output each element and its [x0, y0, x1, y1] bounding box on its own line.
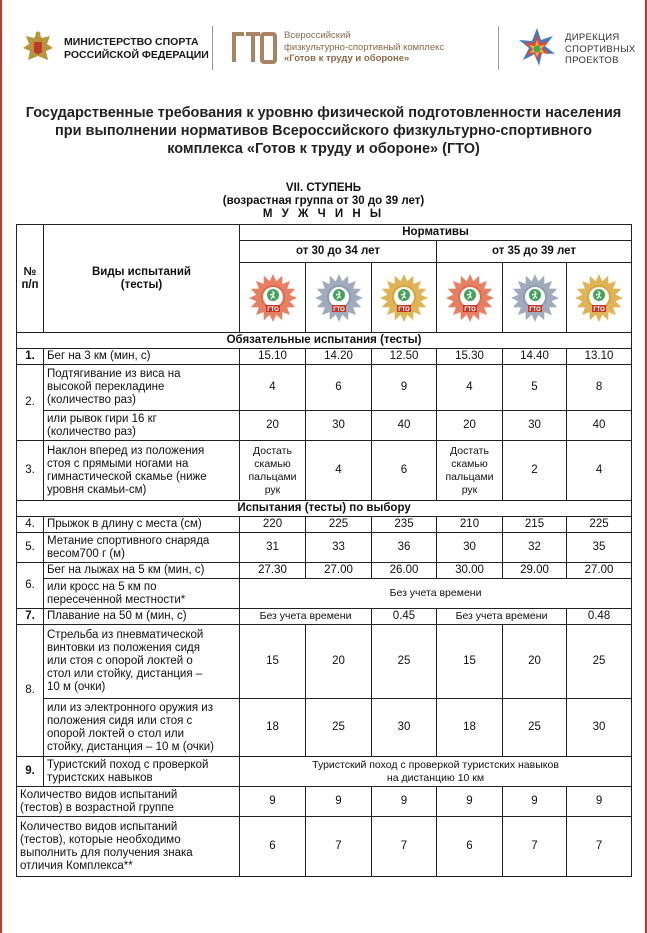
header-divider — [498, 26, 499, 70]
norm-value: Без учета времени — [240, 609, 372, 625]
norm-value: 32 — [503, 533, 567, 563]
table-row — [17, 365, 632, 411]
norm-value: 25 — [306, 699, 372, 757]
test-name: или из электронного оружия из положения сидя или стоя с опорой локтей о стол или стойку, дистанция – 10 м (очки) — [44, 699, 240, 757]
norm-value: 33 — [306, 533, 372, 563]
ministry-logo — [20, 28, 210, 68]
norm-value: 36 — [372, 533, 437, 563]
test-name: Бег на лыжах на 5 км (мин, с) — [44, 563, 240, 579]
gold-badge-icon — [379, 273, 429, 323]
norm-value: 14.20 — [306, 349, 372, 365]
row-num: 5. — [17, 533, 44, 563]
bronze-badge-icon — [445, 273, 495, 323]
norm-value: 30.00 — [437, 563, 503, 579]
norm-value: 0.45 — [372, 609, 437, 625]
norm-value: 25 — [503, 699, 567, 757]
table-row — [17, 817, 632, 877]
norm-value: 27.30 — [240, 563, 306, 579]
norm-value: 30 — [503, 411, 567, 441]
gto-line-3: «Готов к труду и обороне» — [284, 53, 410, 64]
svg-text:ГТО: ГТО — [528, 306, 541, 313]
title-line: комплекса «Готов к труду и обороне» (ГТО) — [167, 141, 480, 157]
norm-value: 6 — [437, 817, 503, 877]
table-row — [17, 625, 632, 699]
norm-value: 6 — [240, 817, 306, 877]
directorate-line-2: СПОРТИВНЫХ — [565, 43, 636, 55]
norm-value: 18 — [437, 699, 503, 757]
test-name: Метание спортивного снаряда весом700 г (м) — [44, 533, 240, 563]
test-name: Подтягивание из виса на высокой перекладине (количество раз) — [44, 365, 240, 411]
row-num: 3. — [17, 441, 44, 501]
norm-value: 30 — [437, 533, 503, 563]
test-name: Бег на 3 км (мин, с) — [44, 349, 240, 365]
norm-value: 20 — [240, 411, 306, 441]
norm-value: 9 — [503, 787, 567, 817]
badge-cell — [567, 263, 632, 333]
stage-gender: М У Ж Ч И Н Ы — [262, 208, 385, 220]
norm-value: 20 — [437, 411, 503, 441]
test-name: Стрельба из пневматической винтовки из положения сидя или стоя с опорой локтей о стол или стойку, дистанция – 10 м (очки) — [44, 625, 240, 699]
norm-value: 235 — [372, 517, 437, 533]
table-row — [17, 579, 632, 609]
gto-mark-icon — [230, 30, 278, 64]
norm-value: 2 — [503, 441, 567, 501]
norm-value: 4 — [567, 441, 632, 501]
test-name: Плавание на 50 м (мин, с) — [44, 609, 240, 625]
test-name: Прыжок в длину с места (см) — [44, 517, 240, 533]
norm-value: 27.00 — [567, 563, 632, 579]
table-row — [17, 609, 632, 625]
norm-value: 40 — [372, 411, 437, 441]
gold-badge-icon — [574, 273, 624, 323]
eagle-emblem-icon — [20, 28, 56, 68]
norm-value: 6 — [372, 441, 437, 501]
document-title — [20, 104, 627, 158]
norm-value: Достать скамью пальцами рук — [240, 441, 306, 501]
norm-value: 7 — [372, 817, 437, 877]
norm-value: 215 — [503, 517, 567, 533]
table-row — [17, 517, 632, 533]
table-row — [17, 441, 632, 501]
header-num: № п/п — [17, 225, 44, 333]
norm-value: 27.00 — [306, 563, 372, 579]
norm-value: 6 — [306, 365, 372, 411]
norm-value: 225 — [306, 517, 372, 533]
norm-value: 29.00 — [503, 563, 567, 579]
gto-line-1: Всероссийский — [284, 30, 351, 41]
row-num: 8. — [17, 625, 44, 757]
test-name: Количество видов испытаний (тестов) в возрастной группе — [17, 787, 240, 817]
table-row — [17, 349, 632, 365]
test-name: Туристский поход с проверкой туристских навыков — [44, 757, 240, 787]
table-row — [17, 533, 632, 563]
svg-text:ГТО: ГТО — [332, 306, 345, 313]
norm-value: Достать скамью пальцами рук — [437, 441, 503, 501]
norm-value: 26.00 — [372, 563, 437, 579]
directorate-logo — [515, 24, 640, 72]
stage-age-group: (возрастная группа от 30 до 39 лет) — [222, 195, 425, 207]
norm-value: 13.10 — [567, 349, 632, 365]
star-cluster-icon — [515, 26, 559, 70]
header-tests: Виды испытаний (тесты) — [44, 225, 240, 333]
header-norms: Нормативы — [240, 225, 632, 241]
test-name: Количество видов испытаний (тестов), которые необходимо выполнить для получения знака отличия Комплекса** — [17, 817, 240, 877]
norm-value: Без учета времени — [437, 609, 567, 625]
header-age-30-34: от 30 до 34 лет — [240, 241, 437, 263]
row-num: 2. — [17, 365, 44, 441]
test-name: или рывок гири 16 кг (количество раз) — [44, 411, 240, 441]
norm-value: 4 — [240, 365, 306, 411]
norm-value: 30 — [567, 699, 632, 757]
norm-value: 7 — [567, 817, 632, 877]
test-name: или кросс на 5 км по пересеченной местности* — [44, 579, 240, 609]
table-row — [17, 699, 632, 757]
norm-value: 8 — [567, 365, 632, 411]
norm-value: 14.40 — [503, 349, 567, 365]
table-row — [17, 757, 632, 787]
table-row — [17, 411, 632, 441]
norm-value: 9 — [437, 787, 503, 817]
gto-logo — [230, 26, 490, 70]
norm-value: 40 — [567, 411, 632, 441]
norm-value: 31 — [240, 533, 306, 563]
norm-value: 15.10 — [240, 349, 306, 365]
norm-value: 220 — [240, 517, 306, 533]
section-optional: Испытания (тесты) по выбору — [17, 501, 632, 517]
norms-table — [16, 224, 632, 877]
gto-line-2: физкультурно-спортивный комплекс — [284, 41, 445, 53]
norm-value: 5 — [503, 365, 567, 411]
norm-value: 9 — [372, 365, 437, 411]
svg-text:ГТО: ГТО — [266, 306, 279, 313]
test-name: Наклон вперед из положения стоя с прямыми ногами на гимнастической скамье (ниже уровня скамьи-см) — [44, 441, 240, 501]
norm-value: 7 — [306, 817, 372, 877]
norm-value: 4 — [437, 365, 503, 411]
table-row — [17, 563, 632, 579]
badge-cell — [306, 263, 372, 333]
svg-text:ГТО: ГТО — [398, 306, 410, 313]
norm-value: 15 — [437, 625, 503, 699]
norm-value: 15.30 — [437, 349, 503, 365]
norm-value: 210 — [437, 517, 503, 533]
row-num: 6. — [17, 563, 44, 609]
norm-value: 0.48 — [567, 609, 632, 625]
norm-value: 25 — [372, 625, 437, 699]
norm-value: 18 — [240, 699, 306, 757]
row-num: 7. — [17, 609, 44, 625]
norm-value: 20 — [503, 625, 567, 699]
silver-badge-icon — [510, 273, 560, 323]
badge-cell — [503, 263, 567, 333]
norm-value: 225 — [567, 517, 632, 533]
silver-badge-icon — [314, 273, 364, 323]
norm-value: 35 — [567, 533, 632, 563]
ministry-line-1: МИНИСТЕРСТВО СПОРТА — [64, 36, 199, 48]
ministry-line-2: РОССИЙСКОЙ ФЕДЕРАЦИИ — [64, 49, 209, 61]
norm-value: 4 — [306, 441, 372, 501]
stage-heading — [20, 182, 627, 221]
directorate-line-3: ПРОЕКТОВ — [565, 55, 619, 66]
bronze-badge-icon — [248, 273, 298, 323]
table-row — [17, 787, 632, 817]
svg-text:ГТО: ГТО — [593, 306, 605, 313]
header-age-35-39: от 35 до 39 лет — [437, 241, 632, 263]
badge-cell — [372, 263, 437, 333]
title-line: при выполнении нормативов Всероссийского физкультурно-спортивного — [55, 123, 592, 139]
stage-name: VII. СТУПЕНЬ — [285, 182, 362, 194]
norm-value: 30 — [306, 411, 372, 441]
norm-value: Без учета времени — [240, 579, 632, 609]
badge-cell — [240, 263, 306, 333]
norm-value: 15 — [240, 625, 306, 699]
row-num: 1. — [17, 349, 44, 365]
svg-text:ГТО: ГТО — [463, 306, 476, 313]
page-border-left — [0, 0, 2, 933]
norm-value: 12.50 — [372, 349, 437, 365]
norm-value: 25 — [567, 625, 632, 699]
directorate-line-1: ДИРЕКЦИЯ — [565, 32, 620, 43]
norm-value: 30 — [372, 699, 437, 757]
badge-cell — [437, 263, 503, 333]
title-line: Государственные требования к уровню физической подготовленности населения — [25, 105, 622, 121]
norm-value: Туристский поход с проверкой туристских навыков на дистанцию 10 км — [240, 757, 632, 787]
norm-value: 20 — [306, 625, 372, 699]
row-num: 9. — [17, 757, 44, 787]
header-logos — [0, 18, 647, 78]
header-divider — [212, 26, 213, 70]
norm-value: 9 — [306, 787, 372, 817]
row-num: 4. — [17, 517, 44, 533]
section-required: Обязательные испытания (тесты) — [17, 333, 632, 349]
norm-value: 7 — [503, 817, 567, 877]
norm-value: 9 — [240, 787, 306, 817]
norm-value: 9 — [372, 787, 437, 817]
norm-value: 9 — [567, 787, 632, 817]
